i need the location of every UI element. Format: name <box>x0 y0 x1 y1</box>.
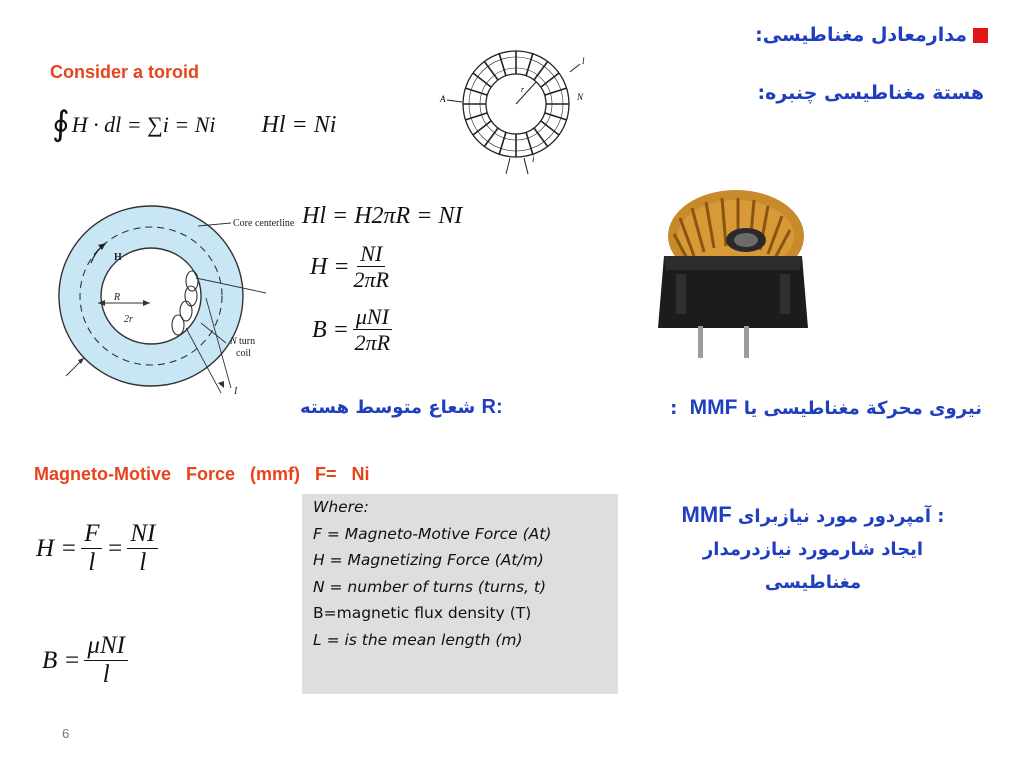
hl-equation: Hl = Ni <box>261 111 337 138</box>
page-number: 6 <box>62 726 70 741</box>
toroid-label-n: N <box>577 92 584 102</box>
mmf-note-colon: : <box>670 398 678 419</box>
where-line: F = Magneto-Motive Force (At) <box>313 524 552 543</box>
slide-title: مدارمعادل مغناطیسی: <box>755 24 967 46</box>
current-i-label: I <box>234 386 238 397</box>
toroid-label-a: A <box>440 94 446 104</box>
toroid-label-i: i <box>532 154 535 164</box>
ampere-law-equation: H · dl = ∑i = Ni <box>71 112 216 137</box>
slide-heading <box>755 24 988 46</box>
bullet-square-icon <box>973 28 988 43</box>
toroid-equations <box>302 196 462 362</box>
lower-h-equation: H = $\frac{F}{l}$ = $\frac{NI}{l}$ <box>36 520 162 577</box>
core-centerline-label: Core centerline <box>233 218 295 229</box>
slide-subtitle: هستة مغناطیسی چنبره: <box>757 82 984 104</box>
mmf-definition-abbr: MMF <box>681 502 732 527</box>
mmf-definition-line1: : آمپردور مورد نیازبرای MMF <box>681 502 945 527</box>
mmf-definition-line3: مغناطیسی <box>764 572 862 593</box>
h-field-label: H <box>114 252 122 263</box>
two-r-label: 2r <box>124 314 133 325</box>
lower-b-equation: B = $\frac{\text{μNI}}{l}$ <box>42 632 132 689</box>
where-line: Where: <box>313 498 369 516</box>
contour-integral-icon: ∮ <box>52 106 70 143</box>
where-line: B=magnetic flux density (T) <box>313 604 532 622</box>
where-line: N = number of turns (turns, t) <box>313 577 547 596</box>
toroid-label-r: r <box>521 85 525 94</box>
mmf-formula-label: Magneto-Motive Force (mmf) F= Ni <box>34 464 370 484</box>
coil-label-n: N <box>230 336 237 347</box>
b-equation: B = $\frac{\text{μNI}}{2\pi R}$ <box>312 303 391 355</box>
toroid-sketch <box>432 40 602 175</box>
toroid-label-l: l <box>582 56 585 66</box>
mmf-note-abbr: MMF <box>689 396 738 419</box>
h-equation: H = $\frac{NI}{2\pi R}$ <box>310 240 389 292</box>
toroid-intro-label: Consider a toroid <box>50 62 200 82</box>
coil-label-coil: coil <box>236 348 251 359</box>
toroid-intro-equations <box>52 108 336 142</box>
radius-note <box>300 396 503 419</box>
coil-label-turn: turn <box>239 336 256 347</box>
radius-note-text: شعاع متوسط هسته <box>300 397 476 418</box>
where-line: H = Magnetizing Force (At/m) <box>313 551 544 569</box>
radius-r-label: R <box>114 292 121 303</box>
mmf-circumference-equation: Hl = H2πR = NI <box>302 203 463 229</box>
core-diagram <box>46 198 296 420</box>
mmf-definition <box>630 498 996 599</box>
mmf-note-text: نیروی محرکة مغناطیسی یا <box>743 398 982 419</box>
mmf-definition-line2: ایجاد شارمورد نیازدرمدار <box>702 539 924 560</box>
mmf-note <box>670 396 982 420</box>
toroid-inductor-photo <box>650 178 820 360</box>
where-line: L = is the mean length (m) <box>313 630 523 649</box>
where-box <box>302 494 618 694</box>
radius-symbol: R: <box>481 396 503 418</box>
